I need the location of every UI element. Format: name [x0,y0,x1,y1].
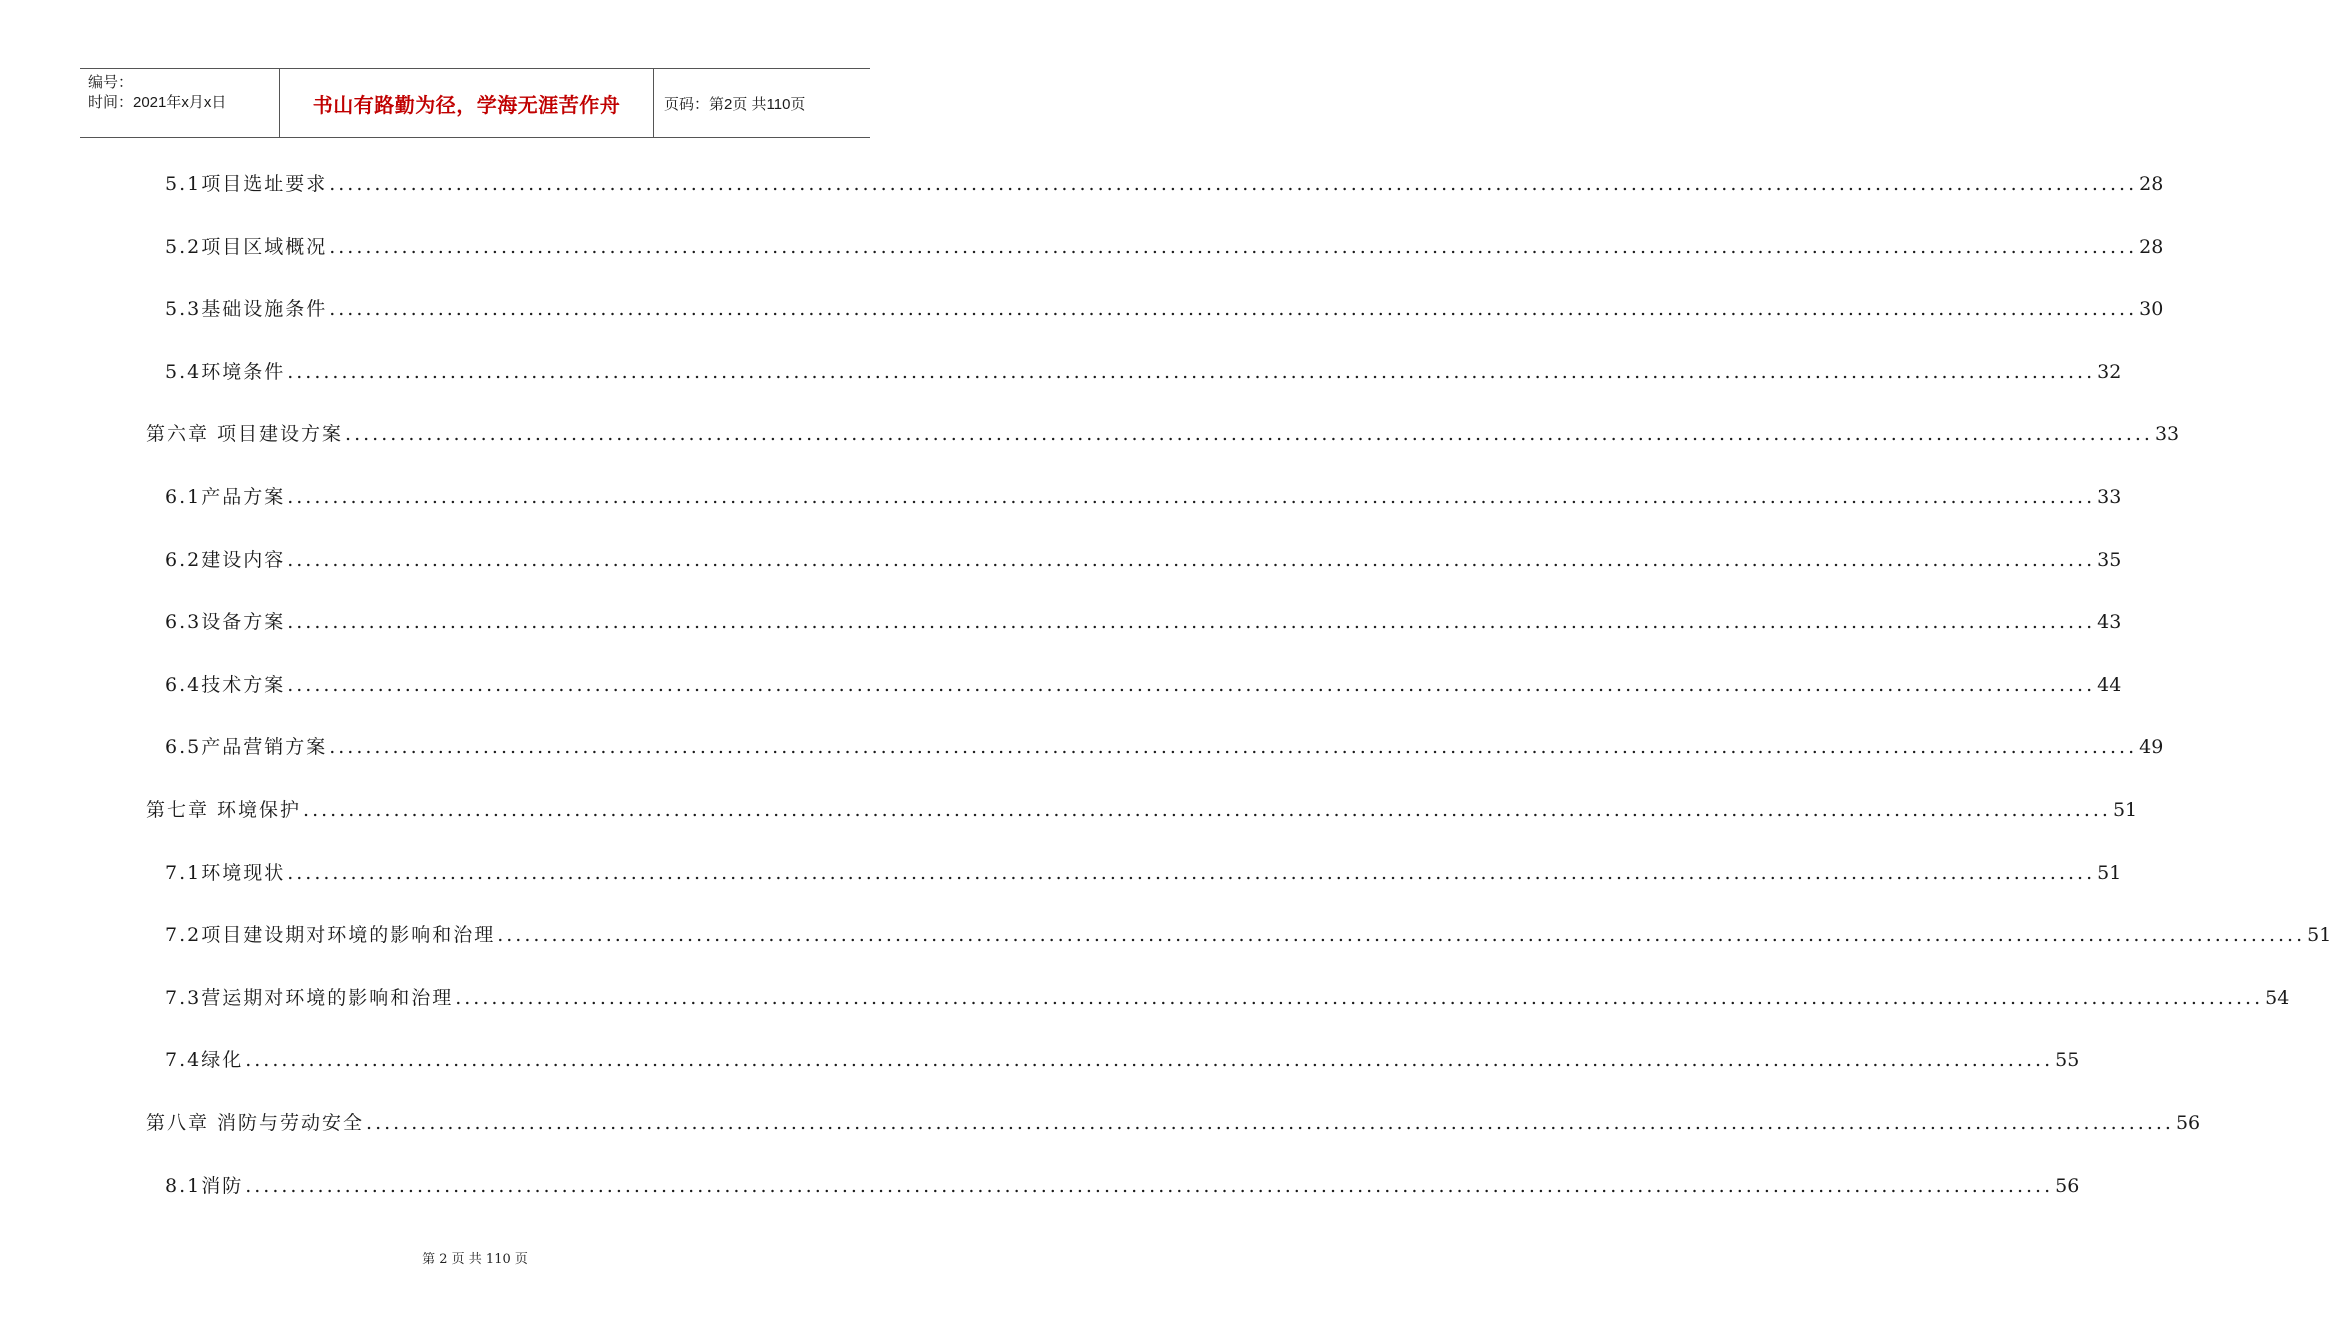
toc-entry-label: 5.1项目选址要求 [165,173,328,195]
toc-entry-page: 51 [2112,799,2138,821]
toc-entry[interactable] [165,296,2164,322]
toc-entry-page: 55 [2055,1049,2080,1071]
toc-dot-leader: ........................................................................................................................................................................................................ [329,298,2138,320]
toc-dot-leader: ........................................................................................................................................................................................................ [287,611,2096,633]
toc-entry[interactable] [146,797,2138,823]
toc-entry[interactable] [165,734,2164,760]
toc-entry[interactable] [165,1173,2080,1199]
toc-entry-label: 8.1消防 [165,1175,244,1197]
toc-dot-leader: ........................................................................................................................................................................................................ [287,361,2096,383]
doc-time-label: 时间：2021年x月x日 [88,94,227,111]
toc-entry[interactable] [165,234,2164,260]
toc-entry-label: 第八章 消防与劳动安全 [146,1112,365,1134]
toc-entry-page: 44 [2097,674,2122,696]
toc-entry-label: 6.5产品营销方案 [165,736,328,758]
toc-entry-page: 56 [2055,1175,2080,1197]
toc-dot-leader: ........................................................................................................................................................................................................ [303,799,2111,821]
toc-dot-leader: ........................................................................................................................................................................................................ [455,987,2264,1009]
toc-entry[interactable] [165,985,2290,1011]
toc-entry-label: 6.4技术方案 [165,674,286,696]
toc-dot-leader: ........................................................................................................................................................................................................ [329,736,2138,758]
toc-entry[interactable] [146,421,2180,447]
toc-dot-leader: ........................................................................................................................................................................................................ [366,1112,2174,1134]
toc-dot-leader: ........................................................................................................................................................................................................ [287,862,2096,884]
toc-entry-label: 7.3营运期对环境的影响和治理 [165,987,454,1009]
toc-entry-page: 51 [2097,862,2122,884]
toc-entry-page: 43 [2097,611,2122,633]
toc-entry-page: 30 [2139,298,2164,320]
toc-entry-label: 6.1产品方案 [165,486,286,508]
toc-entry-label: 5.3基础设施条件 [165,298,328,320]
toc-entry-page: 32 [2097,361,2122,383]
toc-entry-page: 56 [2175,1112,2201,1134]
doc-number-label: 编号： [88,74,134,91]
toc-entry-page: 33 [2154,423,2180,445]
toc-entry[interactable] [165,672,2122,698]
toc-dot-leader: ........................................................................................................................................................................................................ [287,674,2096,696]
toc-entry-page: 33 [2097,486,2122,508]
toc-entry[interactable] [165,171,2164,197]
toc-entry-page: 28 [2139,236,2164,258]
toc-entry[interactable] [165,484,2122,510]
toc-entry[interactable] [165,1047,2080,1073]
toc-dot-leader: ........................................................................................................................................................................................................ [345,423,2153,445]
toc-entry[interactable] [165,860,2122,886]
toc-entry-label: 5.2项目区域概况 [165,236,328,258]
toc-entry[interactable] [146,1110,2201,1136]
toc-dot-leader: ........................................................................................................................................................................................................ [329,173,2138,195]
toc-entry-page: 28 [2139,173,2164,195]
toc-entry-label: 6.3设备方案 [165,611,286,633]
header-motto: 书山有路勤为径，学海无涯苦作舟 [280,69,654,137]
toc-entry[interactable] [165,609,2122,635]
toc-entry-page: 54 [2265,987,2290,1009]
toc-entry-label: 7.2项目建设期对环境的影响和治理 [165,924,496,946]
toc-entry-page: 49 [2139,736,2164,758]
toc-entry-label: 5.4环境条件 [165,361,286,383]
toc-dot-leader: ........................................................................................................................................................................................................ [245,1049,2054,1071]
toc-dot-leader: ........................................................................................................................................................................................................ [287,486,2096,508]
toc-dot-leader: ........................................................................................................................................................................................................ [329,236,2138,258]
toc-entry[interactable] [165,922,2331,948]
toc-entry-label: 第六章 项目建设方案 [146,423,344,445]
header-page-code: 页码：第2页 共110页 [664,95,806,113]
toc-entry[interactable] [165,359,2122,385]
toc-entry-page: 35 [2097,549,2122,571]
toc-entry-label: 6.2建设内容 [165,549,286,571]
toc-entry-label: 第七章 环境保护 [146,799,302,821]
toc-dot-leader: ........................................................................................................................................................................................................ [287,549,2096,571]
toc-entry[interactable] [165,547,2122,573]
toc-dot-leader: ........................................................................................................................................................................................................ [497,924,2306,946]
page-footer: 第 2 页 共 110 页 [422,1252,528,1267]
toc-entry-label: 7.4绿化 [165,1049,244,1071]
toc-dot-leader: ........................................................................................................................................................................................................ [245,1175,2054,1197]
toc-entry-page: 51 [2307,924,2331,946]
toc-entry-label: 7.1环境现状 [165,862,286,884]
